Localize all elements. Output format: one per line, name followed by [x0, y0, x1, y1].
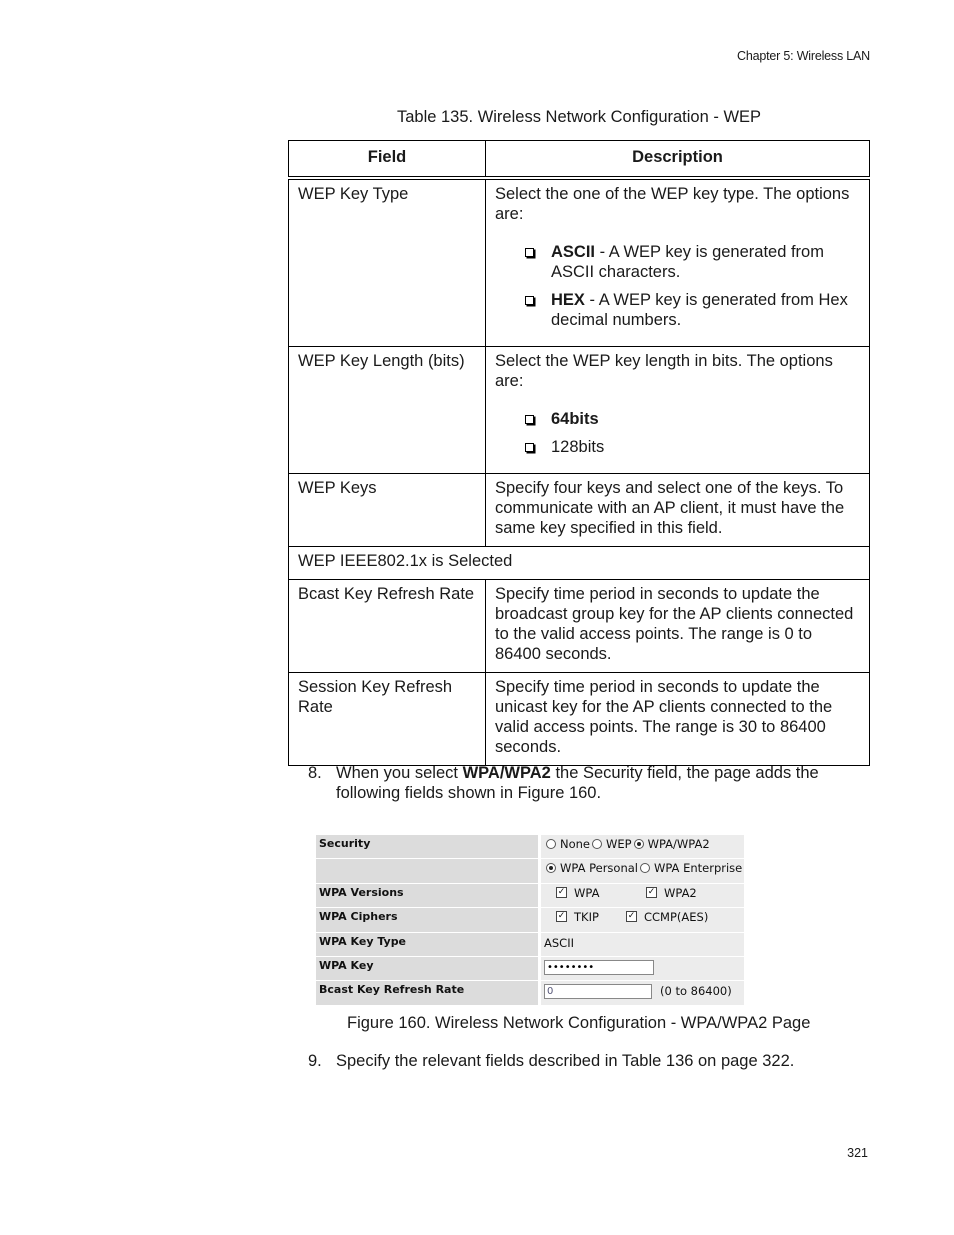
description-cell	[486, 178, 870, 347]
field-cell: WEP Key Type	[289, 178, 486, 347]
list-item: 128bits	[495, 437, 860, 457]
step-number: 8.	[308, 764, 322, 782]
section-cell: WEP IEEE802.1x is Selected	[289, 547, 870, 580]
checkbox-ccmp[interactable]: ✓	[627, 911, 636, 922]
radio-wpa-personal[interactable]	[546, 863, 556, 873]
radio-wpa-personal-label: WPA Personal	[560, 861, 638, 876]
column-header-field: Field	[289, 141, 486, 179]
wpa-ciphers-label: WPA Ciphers	[316, 908, 538, 931]
step-8	[308, 763, 848, 803]
wpa-key-input[interactable]	[544, 960, 654, 975]
option-list	[495, 242, 860, 330]
step-text: When you select WPA/WPA2 the Security field, the page adds the following fields shown in Figure 160.	[336, 764, 819, 802]
list-item: HEX - A WEP key is generated from Hex decimal numbers.	[495, 290, 860, 330]
step-number: 9.	[308, 1052, 322, 1070]
description-cell: Specify time period in seconds to update the broadcast group key for the AP clients connected to the valid access points. The range is 0 to 86400 seconds.	[486, 580, 870, 673]
step-9	[308, 1051, 848, 1071]
bullet-box-icon	[525, 415, 534, 424]
security-row	[316, 835, 744, 859]
wpa-key-type-label: WPA Key Type	[316, 933, 538, 956]
radio-wpa-enterprise[interactable]	[640, 863, 650, 873]
key-row	[316, 957, 744, 981]
wpa-key-type-value: ASCII	[541, 933, 744, 956]
radio-wpa-enterprise-label: WPA Enterprise	[653, 861, 743, 876]
list-item: 64bits	[495, 409, 860, 429]
bcast-key-refresh-input[interactable]	[544, 984, 652, 999]
ciphers-row	[316, 908, 744, 932]
checkbox-ccmp-label: CCMP(AES)	[644, 910, 709, 925]
description-cell: Specify four keys and select one of the keys. To communicate with an AP client, it must have the same key specified in this field.	[486, 474, 870, 547]
table-section-row	[289, 547, 870, 580]
description-cell: Specify time period in seconds to update the unicast key for the AP clients connected to the valid access points. The range is 30 to 86400 seconds.	[486, 673, 870, 766]
option-list	[495, 409, 860, 457]
radio-none-label: None	[560, 837, 591, 851]
bcast-row	[316, 981, 744, 1005]
figure-caption: Figure 160. Wireless Network Configuration - WPA/WPA2 Page	[347, 1014, 811, 1032]
keytype-row	[316, 933, 744, 957]
radio-wpa-wpa2-label: WPA/WPA2	[647, 837, 710, 851]
field-cell: WEP Key Length (bits)	[289, 347, 486, 474]
bullet-box-icon	[525, 443, 534, 452]
table-row	[289, 178, 870, 347]
checkbox-wpa2-label: WPA2	[664, 885, 697, 900]
radio-wep-label: WEP	[606, 837, 632, 851]
table-row	[289, 580, 870, 673]
radio-wep[interactable]	[592, 839, 602, 849]
wpa-config-form	[316, 835, 744, 1006]
field-cell: Session Key Refresh Rate	[289, 673, 486, 766]
description-text: Select the one of the WEP key type. The options are:	[495, 185, 850, 223]
bcast-range-hint: (0 to 86400)	[660, 984, 732, 999]
versions-row	[316, 884, 744, 908]
description-text: Select the WEP key length in bits. The options are:	[495, 352, 833, 390]
step-text: Specify the relevant fields described in Table 136 on page 322.	[336, 1052, 795, 1070]
wep-config-table	[288, 140, 870, 766]
table-row	[289, 673, 870, 766]
bcast-key-refresh-label: Bcast Key Refresh Rate	[316, 981, 538, 1004]
checkbox-tkip[interactable]: ✓	[557, 911, 566, 922]
checkbox-wpa2[interactable]: ✓	[647, 886, 656, 897]
radio-wpa-wpa2[interactable]	[634, 839, 644, 849]
field-cell: WEP Keys	[289, 474, 486, 547]
wpa-key-label: WPA Key	[316, 957, 538, 980]
page-number: 321	[847, 1146, 868, 1160]
bullet-box-icon	[525, 248, 534, 257]
column-header-description: Description	[486, 141, 870, 179]
checkbox-wpa[interactable]: ✓	[557, 886, 566, 897]
wpa-versions-label: WPA Versions	[316, 884, 538, 907]
checkbox-wpa-label: WPA	[574, 885, 600, 900]
running-header: Chapter 5: Wireless LAN	[737, 49, 870, 63]
security-label: Security	[316, 835, 538, 858]
bullet-box-icon	[525, 296, 534, 305]
checkbox-tkip-label: TKIP	[574, 910, 599, 925]
table-caption: Table 135. Wireless Network Configuration - WEP	[396, 108, 762, 126]
list-item: ASCII - A WEP key is generated from ASCII characters.	[495, 242, 860, 282]
mode-row	[316, 859, 744, 883]
table-row	[289, 474, 870, 547]
table-row	[289, 347, 870, 474]
field-cell: Bcast Key Refresh Rate	[289, 580, 486, 673]
radio-none[interactable]	[546, 839, 556, 849]
description-cell	[486, 347, 870, 474]
